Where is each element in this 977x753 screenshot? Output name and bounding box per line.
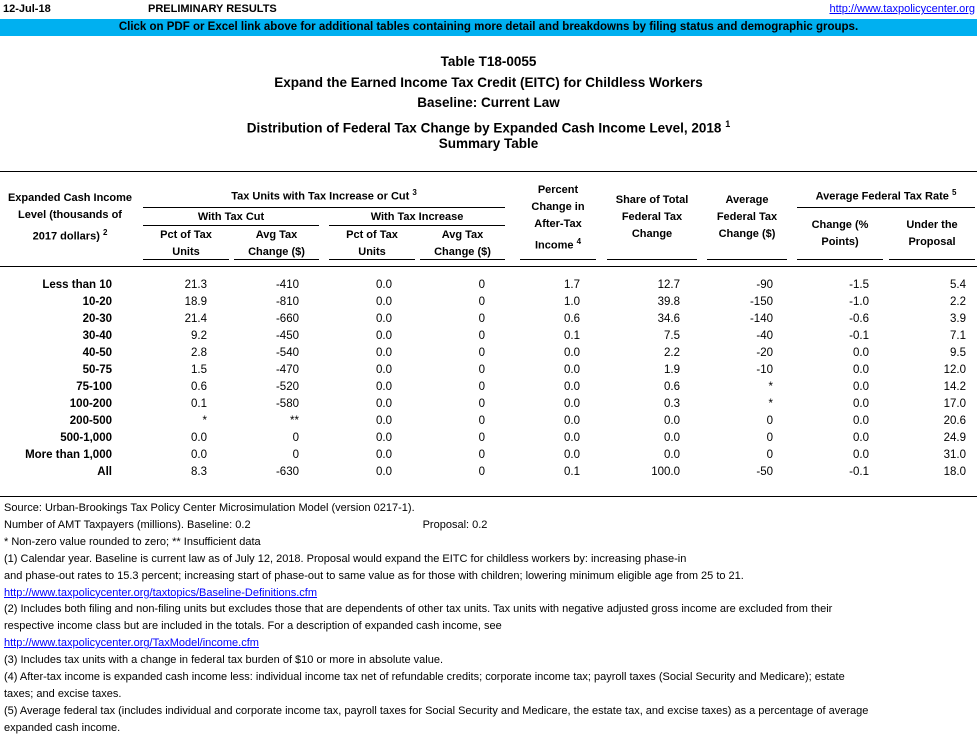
cell-c6: 0.0 — [664, 432, 680, 444]
inc-pct-header: Pct of Tax Units — [346, 229, 398, 258]
tpc-website-link[interactable]: http://www.taxpolicycenter.org — [829, 3, 975, 15]
cell-c2: -470 — [275, 364, 299, 376]
cell-c4: 0 — [478, 279, 485, 291]
cell-c3: 0.0 — [376, 313, 392, 325]
u1 — [143, 259, 229, 260]
cell-c4: 0 — [478, 347, 485, 359]
income-level-label: All — [97, 466, 112, 478]
cell-c7: * — [768, 398, 773, 410]
u5 — [520, 259, 596, 260]
cell-c3: 0.0 — [376, 330, 392, 342]
cell-c9: 2.2 — [950, 296, 966, 308]
rate-change-header: Change (% Points) — [811, 219, 869, 248]
cell-c9: 12.0 — [943, 364, 966, 376]
cell-c6: 0.6 — [664, 381, 680, 393]
cut-pct-header: Pct of Tax Units — [160, 229, 212, 258]
cell-c5: 0.0 — [564, 364, 580, 376]
report-date: 12-Jul-18 — [3, 3, 51, 15]
cell-c4: 0 — [478, 296, 485, 308]
table-row — [0, 345, 966, 362]
cell-c5: 0.0 — [564, 381, 580, 393]
cell-c3: 0.0 — [376, 279, 392, 291]
cell-c7: -40 — [756, 330, 773, 342]
cell-c5: 0.0 — [564, 398, 580, 410]
table-row — [0, 447, 966, 464]
cell-c3: 0.0 — [376, 398, 392, 410]
legend-note: * Non-zero value rounded to zero; ** Insufficient data — [4, 535, 261, 548]
cell-c4: 0 — [478, 364, 485, 376]
cell-c2: -450 — [275, 330, 299, 342]
income-level-label: 10-20 — [82, 296, 112, 308]
cell-c1: 0.6 — [191, 381, 207, 393]
cell-c2: -580 — [275, 398, 299, 410]
cell-c8: 0.0 — [853, 381, 869, 393]
cell-c5: 0.0 — [564, 347, 580, 359]
cell-c8: 0.0 — [853, 347, 869, 359]
avg-rate-header: Average Federal Tax Rate $^5$ — [815, 188, 957, 203]
table-row — [0, 396, 966, 413]
cell-c4: 0 — [478, 449, 485, 461]
cell-c9: 31.0 — [943, 449, 966, 461]
cell-c9: 5.4 — [950, 279, 966, 291]
note-2a: (2) Includes both filing and non-filing units but excludes those that are dependents of other tax units. Tax units with negative adjusted gross income are excluded from their — [4, 603, 833, 616]
cell-c1: 21.3 — [184, 279, 207, 291]
cell-c8: -0.1 — [849, 466, 869, 478]
u8 — [797, 259, 883, 260]
cell-c1: 0.0 — [191, 432, 207, 444]
cell-c8: -0.1 — [849, 330, 869, 342]
cell-c1: 1.5 — [191, 364, 207, 376]
distribution-title: Distribution of Federal Tax Change by Expanded Cash Income Level, 2018 $^1$ — [246, 118, 731, 135]
cell-c7: 0 — [766, 415, 773, 427]
cell-c1: 18.9 — [184, 296, 207, 308]
cell-c5: 0.0 — [564, 415, 580, 427]
cell-c9: 7.1 — [950, 330, 966, 342]
cell-c8: 0.0 — [853, 415, 869, 427]
footnotes — [4, 500, 974, 737]
with-cut-underline — [143, 225, 319, 226]
inc-avg-header: Avg Tax Change ($) — [434, 229, 491, 258]
u7 — [707, 259, 787, 260]
income-level-header: Expanded Cash Income Level (thousands of 2017 dollars) $^2$ — [7, 192, 133, 243]
avg-fed-change-header: Average Federal Tax Change ($) — [716, 194, 778, 240]
cell-c6: 1.9 — [664, 364, 680, 376]
cell-c5: 0.1 — [564, 330, 580, 342]
cell-c3: 0.0 — [376, 364, 392, 376]
header-bottom-rule — [0, 266, 977, 267]
cell-c4: 0 — [478, 415, 485, 427]
cell-c2: -660 — [275, 313, 299, 325]
cell-c6: 7.5 — [664, 330, 680, 342]
u9 — [889, 259, 975, 260]
table-row — [0, 328, 966, 345]
cell-c1: 0.0 — [191, 449, 207, 461]
header-top-rule — [0, 171, 977, 172]
cut-avg-header: Avg Tax Change ($) — [248, 229, 305, 258]
cell-c1: 9.2 — [191, 330, 207, 342]
cell-c9: 20.6 — [943, 415, 966, 427]
cell-c7: -50 — [756, 466, 773, 478]
income-level-label: 100-200 — [69, 398, 112, 410]
cell-c5: 0.1 — [564, 466, 580, 478]
info-banner: Click on PDF or Excel link above for additional tables containing more detail and breakdowns by filing status and demographic groups. — [0, 19, 977, 36]
summary-table — [0, 277, 966, 481]
cell-c7: -20 — [756, 347, 773, 359]
cell-c1: * — [202, 415, 207, 427]
baseline-title: Baseline: Current Law — [417, 95, 560, 110]
cell-c8: -1.5 — [849, 279, 869, 291]
note-1b: and phase-out rates to 15.3 percent; increasing start of phase-out to same value as for those with children; lowering minimum eligible age from 25 to 21. — [4, 569, 744, 582]
income-definition-link[interactable]: http://www.taxpolicycenter.org/TaxModel/income.cfm — [4, 637, 259, 650]
cell-c5: 1.0 — [564, 296, 580, 308]
top-bar — [0, 0, 977, 19]
note-1a: (1) Calendar year. Baseline is current law as of July 12, 2018. Proposal would expand the EITC for childless workers by: increasing phase-in — [4, 552, 687, 565]
cell-c9: 18.0 — [943, 466, 966, 478]
note-3: (3) Includes tax units with a change in federal tax burden of $10 or more in absolute value. — [4, 654, 444, 667]
summary-title: Summary Table — [438, 136, 539, 151]
cell-c9: 9.5 — [950, 347, 966, 359]
u3 — [329, 259, 415, 260]
cell-c3: 0.0 — [376, 432, 392, 444]
cell-c3: 0.0 — [376, 449, 392, 461]
u6 — [607, 259, 697, 260]
proposal-title: Expand the Earned Income Tax Credit (EITC) for Childless Workers — [274, 74, 703, 90]
with-tax-cut-header: With Tax Cut — [197, 211, 265, 223]
cell-c4: 0 — [478, 313, 485, 325]
tax-units-header: Tax Units with Tax Increase or Cut $^3$ — [231, 188, 417, 203]
cell-c9: 3.9 — [950, 313, 966, 325]
note-5a: (5) Average federal tax (includes individual and corporate income tax, payroll taxes for Social Security and Medicare, the estate tax, and excise taxes) as a percentage of average — [4, 704, 869, 717]
table-row — [0, 277, 966, 294]
cell-c9: 24.9 — [943, 432, 966, 444]
cell-c6: 0.0 — [664, 449, 680, 461]
cell-c2: ** — [290, 415, 299, 427]
cell-c3: 0.0 — [376, 296, 392, 308]
share-header: Share of Total Federal Tax Change — [615, 194, 689, 240]
cell-c1: 21.4 — [184, 313, 207, 325]
pct-change-header: Percent Change in After-Tax Income $^4$ — [531, 184, 585, 252]
cell-c3: 0.0 — [376, 415, 392, 427]
income-level-label: 30-40 — [82, 330, 112, 342]
cell-c8: 0.0 — [853, 449, 869, 461]
cell-c8: 0.0 — [853, 364, 869, 376]
cell-c2: 0 — [292, 432, 299, 444]
cell-c2: -810 — [275, 296, 299, 308]
cell-c4: 0 — [478, 398, 485, 410]
cell-c2: -520 — [275, 381, 299, 393]
cell-c4: 0 — [478, 432, 485, 444]
cell-c7: 0 — [766, 449, 773, 461]
table-row — [0, 379, 966, 396]
cell-c7: 0 — [766, 432, 773, 444]
table-number: Table T18-0055 — [440, 54, 537, 69]
cell-c5: 1.7 — [564, 279, 580, 291]
cell-c9: 14.2 — [943, 381, 966, 393]
rate-underline — [797, 207, 975, 208]
income-level-label: 50-75 — [82, 364, 112, 376]
baseline-definitions-link[interactable]: http://www.taxpolicycenter.org/taxtopics/Baseline-Definitions.cfm — [4, 586, 318, 599]
cell-c4: 0 — [478, 381, 485, 393]
income-level-label: 20-30 — [82, 313, 112, 325]
rate-under-header: Under the Proposal — [906, 219, 958, 248]
u2 — [234, 259, 319, 260]
with-tax-increase-header: With Tax Increase — [370, 211, 464, 223]
cell-c6: 100.0 — [651, 466, 680, 478]
note-5b: expanded cash income. — [4, 721, 121, 734]
tax-units-underline — [143, 207, 505, 208]
cell-c7: -140 — [749, 313, 773, 325]
cell-c7: -150 — [749, 296, 773, 308]
table-row — [0, 464, 966, 481]
source-note: Source: Urban-Brookings Tax Policy Center Microsimulation Model (version 0217-1). — [4, 502, 415, 514]
preliminary-label: PRELIMINARY RESULTS — [148, 3, 277, 15]
table-bottom-rule — [0, 496, 977, 497]
cell-c6: 34.6 — [657, 313, 680, 325]
cell-c8: 0.0 — [853, 432, 869, 444]
cell-c2: -410 — [275, 279, 299, 291]
income-level-label: 75-100 — [76, 381, 112, 393]
cell-c2: -630 — [275, 466, 299, 478]
cell-c8: -1.0 — [849, 296, 869, 308]
cell-c7: * — [768, 381, 773, 393]
table-row — [0, 430, 966, 447]
cell-c8: 0.0 — [853, 398, 869, 410]
cell-c5: 0.6 — [564, 313, 580, 325]
cell-c2: 0 — [292, 449, 299, 461]
cell-c6: 2.2 — [664, 347, 680, 359]
income-level-label: Less than 10 — [42, 279, 112, 291]
cell-c6: 0.0 — [664, 415, 680, 427]
cell-c3: 0.0 — [376, 381, 392, 393]
with-increase-underline — [329, 225, 505, 226]
cell-c4: 0 — [478, 466, 485, 478]
cell-c5: 0.0 — [564, 449, 580, 461]
amt-note: Number of AMT Taxpayers (millions). Baseline: 0.2 Proposal: 0.2 — [4, 518, 488, 531]
cell-c1: 8.3 — [191, 466, 207, 478]
cell-c2: -540 — [275, 347, 299, 359]
cell-c7: -10 — [756, 364, 773, 376]
cell-c8: -0.6 — [849, 313, 869, 325]
table-row — [0, 311, 966, 328]
cell-c3: 0.0 — [376, 466, 392, 478]
cell-c6: 12.7 — [657, 279, 680, 291]
table-row — [0, 413, 966, 430]
note-2b: respective income class but are included in the totals. For a description of expanded cash income, see — [4, 620, 502, 633]
income-level-label: 40-50 — [82, 347, 112, 359]
cell-c7: -90 — [756, 279, 773, 291]
cell-c5: 0.0 — [564, 432, 580, 444]
cell-c4: 0 — [478, 330, 485, 342]
table-row — [0, 294, 966, 311]
table-title-block — [0, 52, 977, 155]
note-4a: (4) After-tax income is expanded cash income less: individual income tax net of refundable credits; corporate income tax; payroll taxes (Social Security and Medicare); estate — [4, 671, 845, 684]
cell-c1: 0.1 — [191, 398, 207, 410]
cell-c1: 2.8 — [191, 347, 207, 359]
income-level-label: 500-1,000 — [60, 432, 112, 444]
note-4b: taxes; and excise taxes. — [4, 687, 122, 700]
cell-c6: 39.8 — [657, 296, 680, 308]
table-row — [0, 362, 966, 379]
income-level-label: More than 1,000 — [25, 449, 112, 461]
income-level-label: 200-500 — [69, 415, 112, 427]
cell-c9: 17.0 — [943, 398, 966, 410]
cell-c6: 0.3 — [664, 398, 680, 410]
u4 — [420, 259, 505, 260]
cell-c3: 0.0 — [376, 347, 392, 359]
